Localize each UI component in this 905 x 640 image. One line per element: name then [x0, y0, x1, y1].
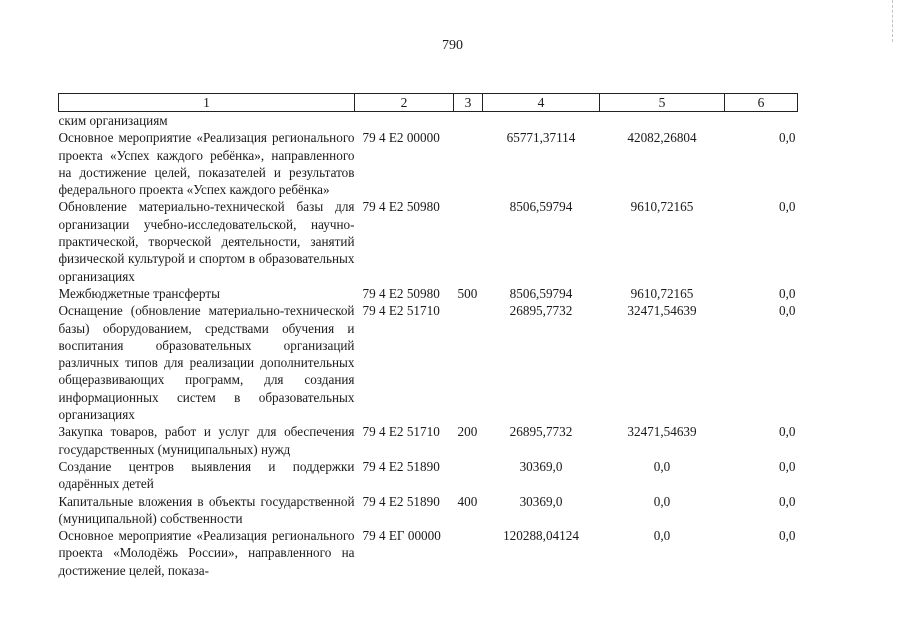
row-kind [454, 112, 483, 130]
row-value-3: 0,0 [779, 528, 796, 544]
row-value-1: 26895,7732 [509, 303, 573, 319]
row-value-2: 0,0 [653, 458, 671, 474]
row-name: Закупка товаров, работ и услуг для обеспечения государственных (муниципальных) нужд [58, 424, 355, 457]
row-kind: 200 [457, 424, 478, 440]
table-row [59, 423, 798, 458]
table-row [59, 527, 798, 579]
row-value-1: 30369,0 [519, 458, 563, 474]
row-code: 79 4 Е2 51890 [362, 493, 440, 509]
row-value-2: 32471,54639 [627, 303, 697, 319]
row-value-2: 32471,54639 [627, 424, 697, 440]
row-value-1: 8506,59794 [509, 199, 573, 215]
budget-table [58, 93, 798, 579]
table-row [59, 198, 798, 284]
header-col-2: 2 [355, 94, 454, 112]
row-name: Капитальные вложения в объекты государственной (муниципальной) собственности [58, 493, 355, 526]
table-row [59, 129, 798, 198]
row-value-1: 8506,59794 [509, 285, 573, 301]
row-value-3: 0,0 [779, 303, 796, 319]
row-kind [454, 129, 483, 198]
row-value-3: 0,0 [779, 424, 796, 440]
row-value-1: 65771,37114 [506, 130, 576, 146]
row-value-2 [600, 112, 725, 130]
row-value-1: 30369,0 [519, 493, 563, 509]
row-code: 79 4 Е2 50980 [362, 199, 440, 215]
row-code: 79 4 Е2 51890 [362, 458, 440, 474]
row-value-3: 0,0 [779, 493, 796, 509]
row-kind [454, 527, 483, 579]
row-code [355, 112, 454, 130]
row-value-1: 26895,7732 [509, 424, 573, 440]
row-value-2: 42082,26804 [627, 130, 697, 146]
table-row [59, 493, 798, 528]
row-kind: 500 [457, 285, 478, 301]
table-header-row [59, 94, 798, 112]
row-value-3: 0,0 [779, 458, 796, 474]
table-row [59, 112, 798, 130]
page-number: 790 [442, 38, 463, 53]
row-name: Создание центров выявления и поддержки одарённых детей [58, 458, 355, 492]
row-code: 79 4 ЕГ 00000 [362, 528, 441, 544]
header-col-5: 5 [600, 94, 725, 112]
row-kind [454, 302, 483, 423]
scan-edge-mark [892, 0, 905, 42]
row-value-2: 0,0 [653, 528, 671, 544]
row-value-2: 9610,72165 [630, 199, 694, 215]
row-value-3 [725, 112, 798, 130]
row-kind [454, 198, 483, 284]
header-col-4: 4 [483, 94, 600, 112]
row-name: Обновление материально-технической базы для организации учебно-исследовательской, научно-практической, творческой деятельности, занятий физической культурой и спортом в образовательных организациях [58, 199, 355, 284]
row-code: 79 4 Е2 51710 [362, 424, 440, 440]
row-name: ским организациям [58, 113, 168, 128]
row-value-1 [483, 112, 600, 130]
row-name: Основное мероприятие «Реализация регионального проекта «Успех каждого ребёнка», направленного на достижение целей, показателей и результатов федерального проекта «Успех каждого ребёнка» [58, 130, 355, 198]
row-code: 79 4 Е2 00000 [362, 130, 440, 146]
row-code: 79 4 Е2 51710 [362, 303, 440, 319]
table-row [59, 302, 798, 423]
row-kind: 400 [457, 493, 478, 509]
header-col-1: 1 [59, 94, 355, 112]
row-name: Основное мероприятие «Реализация регионального проекта «Молодёжь России», направленного на достижение целей, показа- [58, 528, 355, 578]
row-value-1: 120288,04124 [503, 528, 579, 544]
row-value-3: 0,0 [779, 130, 796, 146]
row-name: Оснащение (обновление материально-технической базы) оборудованием, средствами обучения и воспитания образовательных организаций различных типов для реализации дополнительных общеразвивающих программ, для создания информационных систем в образовательных организациях [58, 303, 355, 423]
table-row [59, 458, 798, 493]
table-row [59, 285, 798, 302]
row-value-2: 9610,72165 [630, 285, 694, 301]
row-value-3: 0,0 [779, 199, 796, 215]
header-col-3: 3 [454, 94, 483, 112]
header-col-6: 6 [725, 94, 798, 112]
row-value-3: 0,0 [779, 285, 796, 301]
row-code: 79 4 Е2 50980 [362, 285, 440, 301]
row-value-2: 0,0 [653, 493, 671, 509]
row-kind [454, 458, 483, 493]
row-name: Межбюджетные трансферты [58, 285, 220, 301]
